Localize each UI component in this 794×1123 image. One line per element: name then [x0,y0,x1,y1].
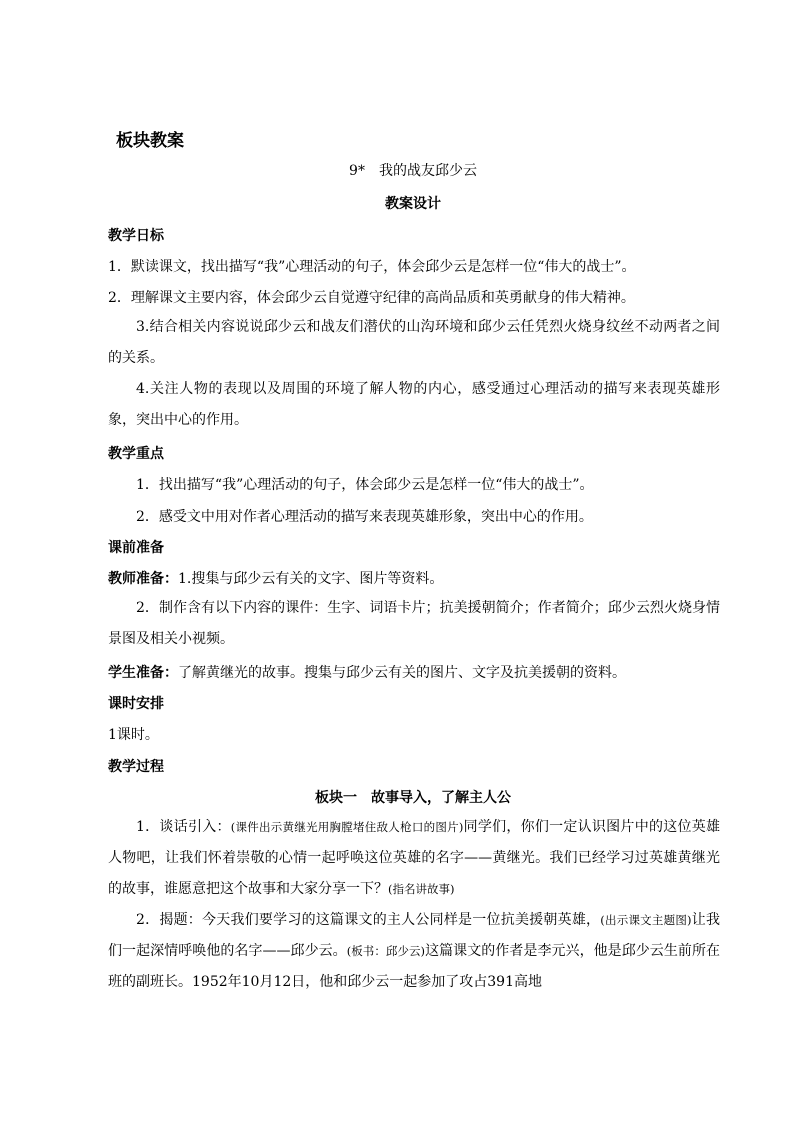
goals-heading: 教学日标 [108,228,164,244]
p1-text: 同学们，你们一定认识图片中的这位英雄人物吧，让我们怀着崇敬的心情一起呼唤这位英雄的名字——黄继光。我们已经学习过英雄黄继光的故事，谁愿意把这个故事和大家分享一下？ [108,819,720,897]
block-title: 板块一 故事导入，了解主人公 [315,790,511,806]
design-title: 教案设计 [385,196,441,212]
schedule-text: 1课时。 [108,727,159,743]
p1-start: 1．谈话引入： [136,819,231,835]
goal-item-1: 1．默读课文，找出描写“我”心理活动的句子，体会邱少云是怎样一位“伟大的战士”。 [108,259,636,275]
p2-end: 这篇课文的作者是李元兴，他是邱少云生前所在班的副班长。1952年10月12日，他和邱少云一起参加了攻占391高地 [108,943,720,990]
p2-start: 2．揭题：今天我们要学习的这篇课文的主人公同样是一位抗美援朝英雄， [136,912,601,928]
section-title: 板块教案 [116,131,184,151]
goal-item-3: 3.结合相关内容说说邱少云和战友们潜伏的山沟环境和邱少云任凭烈火烧身纹丝不动两者之间的关系。 [108,319,720,366]
p2-note-2: (板书：邱少云) [346,944,426,958]
schedule-heading: 课时安排 [108,696,164,712]
p1-note-2: (指名讲故事) [388,882,455,896]
process-heading: 教学过程 [108,759,164,775]
student-prep-text: 了解黄继光的故事。搜集与邱少云有关的图片、文字及抗美援朝的资料。 [178,665,626,681]
lesson-title: 9* 我的战友邱少云 [349,163,477,179]
p2-note: (出示课文主题图) [600,913,692,927]
p2-mid: 让我们一起深情呼唤他的名字——邱少云。 [108,912,720,959]
key-point-item-1: 1．找出描写“我”心理活动的句子，体会邱少云是怎样一位“伟大的战士”。 [136,477,594,493]
key-points-heading: 教学重点 [108,446,164,462]
process-paragraph-2 [108,905,720,998]
student-prep-label: 学生准备： [108,665,178,681]
key-point-item-2: 2．感受文中用对作者心理活动的描写来表现英雄形象，突出中心的作用。 [136,509,593,525]
goal-item-4: 4.关注人物的表现以及周围的环境了解人物的内心，感受通过心理活动的描写来表现英雄形象，突出中心的作用。 [108,381,720,428]
teacher-prep-item-2: 2．制作含有以下内容的课件：生字、词语卡片；抗美援朝简介；作者简介；邱少云烈火烧身情景图及相关小视频。 [108,600,720,647]
student-prep [108,662,626,682]
teacher-prep [108,568,443,588]
p1-note: (课件出示黄继光用胸膛堵住敌人枪口的图片) [230,820,464,834]
goal-item-2: 2．理解课文主要内容，体会邱少云自觉遵守纪律的高尚品质和英勇献身的伟大精神。 [108,290,635,306]
prep-heading: 课前准备 [108,540,164,556]
process-paragraph-1 [108,812,720,905]
teacher-prep-text: 1.搜集与邱少云有关的文字、图片等资料。 [178,571,444,587]
teacher-prep-label: 教师准备： [108,571,178,587]
